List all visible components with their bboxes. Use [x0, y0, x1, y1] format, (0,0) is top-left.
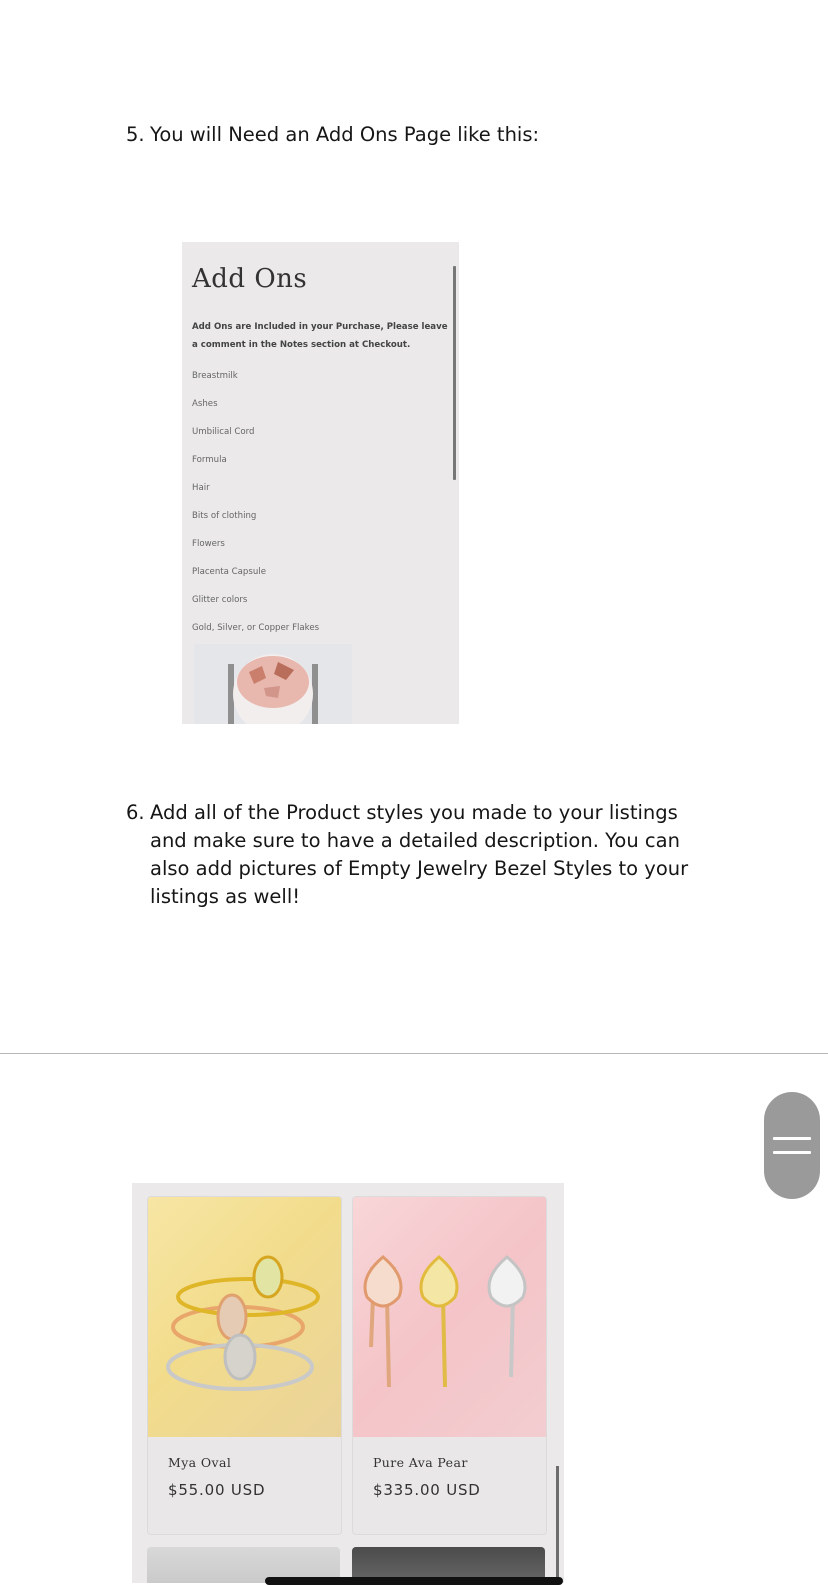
home-indicator[interactable] [265, 1577, 563, 1585]
step-text: Add all of the Product styles you made to your listings and make sure to have a detailed description. You can also add pictures of Empty Jewelry Bezel Styles to your listings as well! [150, 801, 689, 908]
page-divider [0, 1053, 828, 1054]
add-ons-title: Add Ons [192, 264, 308, 294]
add-on-item: Glitter colors [192, 595, 248, 605]
scrollbar-thumb[interactable] [556, 1466, 559, 1583]
product-card[interactable] [352, 1196, 547, 1535]
add-on-item: Hair [192, 483, 210, 493]
step-number: 5. [126, 123, 145, 146]
add-on-item: Flowers [192, 539, 225, 549]
add-on-item: Ashes [192, 399, 218, 409]
step-text: You will Need an Add Ons Page like this: [150, 123, 540, 146]
add-ons-intro: Add Ons are Included in your Purchase, Please leave a comment in the Notes section at Checkout. [192, 322, 448, 350]
product-image [353, 1197, 546, 1437]
step-number: 6. [126, 801, 145, 824]
product-name[interactable]: Mya Oval [168, 1455, 232, 1470]
add-ons-page-screenshot [182, 242, 459, 724]
product-price: $55.00 USD [168, 1481, 266, 1499]
handle-bar [773, 1151, 811, 1154]
product-listings-screenshot [132, 1183, 564, 1583]
product-price: $335.00 USD [373, 1481, 481, 1499]
product-image [148, 1197, 341, 1437]
product-card[interactable] [147, 1196, 342, 1535]
menu-handle-icon[interactable] [764, 1092, 820, 1199]
scrollbar-thumb [453, 266, 456, 480]
add-on-item: Breastmilk [192, 371, 238, 381]
pendant-image [194, 644, 352, 724]
add-ons-list [192, 362, 319, 642]
add-on-item: Placenta Capsule [192, 567, 266, 577]
product-name[interactable]: Pure Ava Pear [373, 1455, 468, 1470]
add-on-item: Gold, Silver, or Copper Flakes [192, 623, 320, 633]
add-on-item: Bits of clothing [192, 511, 257, 521]
add-on-item: Umbilical Cord [192, 427, 255, 437]
handle-bar [773, 1137, 811, 1140]
add-on-item: Formula [192, 455, 227, 465]
